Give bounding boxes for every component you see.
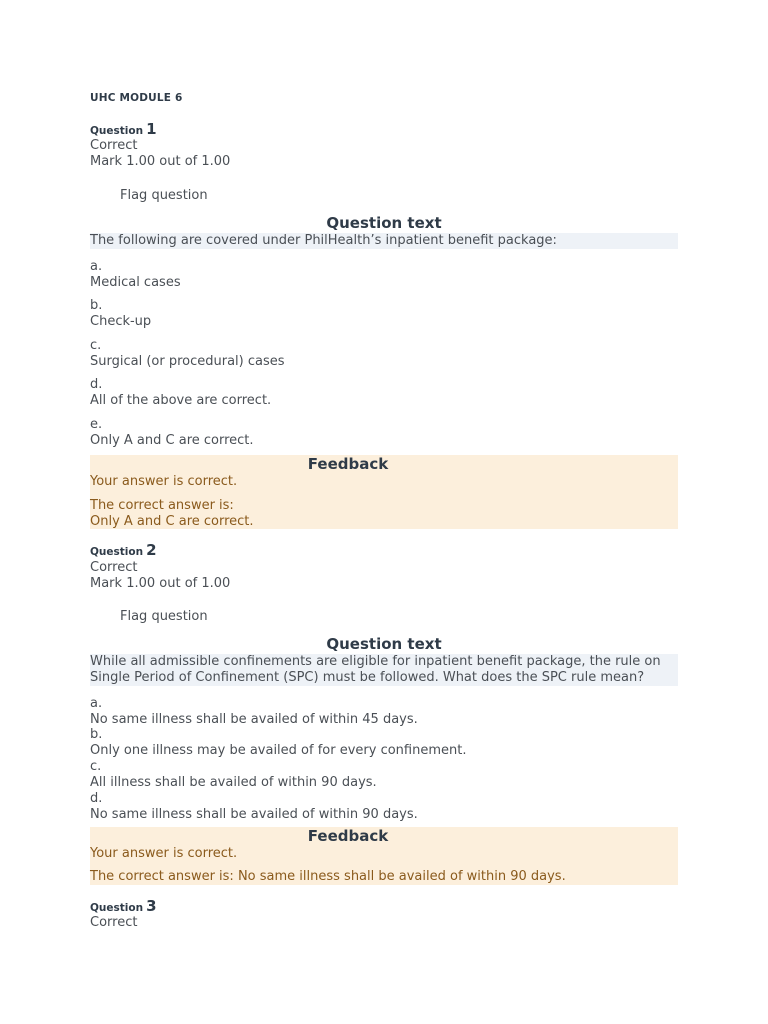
answer-text: All of the above are correct. — [90, 393, 272, 408]
question-1-feedback-heading: Feedback — [307, 455, 389, 473]
question-2-feedback-heading: Feedback — [307, 827, 389, 845]
question-label: Question — [90, 902, 144, 914]
answer-option-b[interactable] — [90, 727, 466, 759]
question-1-text-heading: Question text — [326, 214, 442, 232]
answer-text: Medical cases — [90, 275, 181, 290]
question-2-text-heading: Question text — [326, 635, 442, 653]
answer-letter: d. — [90, 377, 103, 392]
answer-text: All illness shall be availed of within 90 days. — [90, 775, 377, 790]
answer-letter: a. — [90, 259, 103, 274]
answer-letter: e. — [90, 417, 103, 432]
question-number: 2 — [146, 541, 157, 559]
answer-text: Only one illness may be availed of for every confinement. — [90, 743, 467, 758]
document-title: UHC MODULE 6 — [90, 92, 183, 104]
question-2-text-line-2: Single Period of Confinement (SPC) must be followed. What does the SPC rule mean? — [90, 670, 645, 685]
question-1-header — [90, 120, 157, 138]
answer-option-d[interactable] — [90, 791, 418, 823]
question-3-state: Correct — [90, 915, 138, 930]
question-1-feedback-result: Your answer is correct. — [90, 474, 238, 489]
answer-letter: a. — [90, 696, 103, 711]
question-label: Question — [90, 125, 144, 137]
answer-option-a[interactable] — [90, 696, 418, 728]
question-2-feedback-result: Your answer is correct. — [90, 846, 238, 861]
answer-text: Surgical (or procedural) cases — [90, 354, 285, 369]
answer-text: Check-up — [90, 314, 152, 329]
question-2-text — [90, 654, 678, 686]
answer-letter: c. — [90, 759, 102, 774]
question-2-text-line-1: While all admissible confinements are eligible for inpatient benefit package, the rule on — [90, 654, 661, 669]
answer-text: Only A and C are correct. — [90, 433, 254, 448]
answer-option-e[interactable] — [90, 417, 254, 449]
question-2-mark: Mark 1.00 out of 1.00 — [90, 576, 231, 591]
question-1-feedback-correct-answer: Only A and C are correct. — [90, 514, 254, 529]
question-2-feedback-correct: The correct answer is: No same illness shall be availed of within 90 days. — [90, 869, 566, 884]
question-3-header — [90, 897, 157, 915]
answer-option-b[interactable] — [90, 298, 151, 330]
answer-option-a[interactable] — [90, 259, 181, 291]
question-1-text: The following are covered under PhilHealth’s inpatient benefit package: — [90, 233, 678, 249]
answer-letter: c. — [90, 338, 102, 353]
question-1-mark: Mark 1.00 out of 1.00 — [90, 154, 231, 169]
question-number: 1 — [146, 120, 157, 138]
answer-text: No same illness shall be availed of within 45 days. — [90, 712, 418, 727]
answer-text: No same illness shall be availed of within 90 days. — [90, 807, 418, 822]
answer-option-c[interactable] — [90, 759, 377, 791]
question-1-feedback-correct-label: The correct answer is: — [90, 498, 234, 513]
question-number: 3 — [146, 897, 157, 915]
answer-option-d[interactable] — [90, 377, 271, 409]
question-2-state: Correct — [90, 560, 138, 575]
answer-option-c[interactable] — [90, 338, 285, 370]
answer-letter: b. — [90, 298, 103, 313]
answer-letter: b. — [90, 727, 103, 742]
question-label: Question — [90, 546, 144, 558]
question-1-flag-button[interactable]: Flag question — [120, 188, 208, 203]
question-2-flag-button[interactable]: Flag question — [120, 609, 208, 624]
question-1-state: Correct — [90, 138, 138, 153]
question-2-header — [90, 541, 157, 559]
answer-letter: d. — [90, 791, 103, 806]
